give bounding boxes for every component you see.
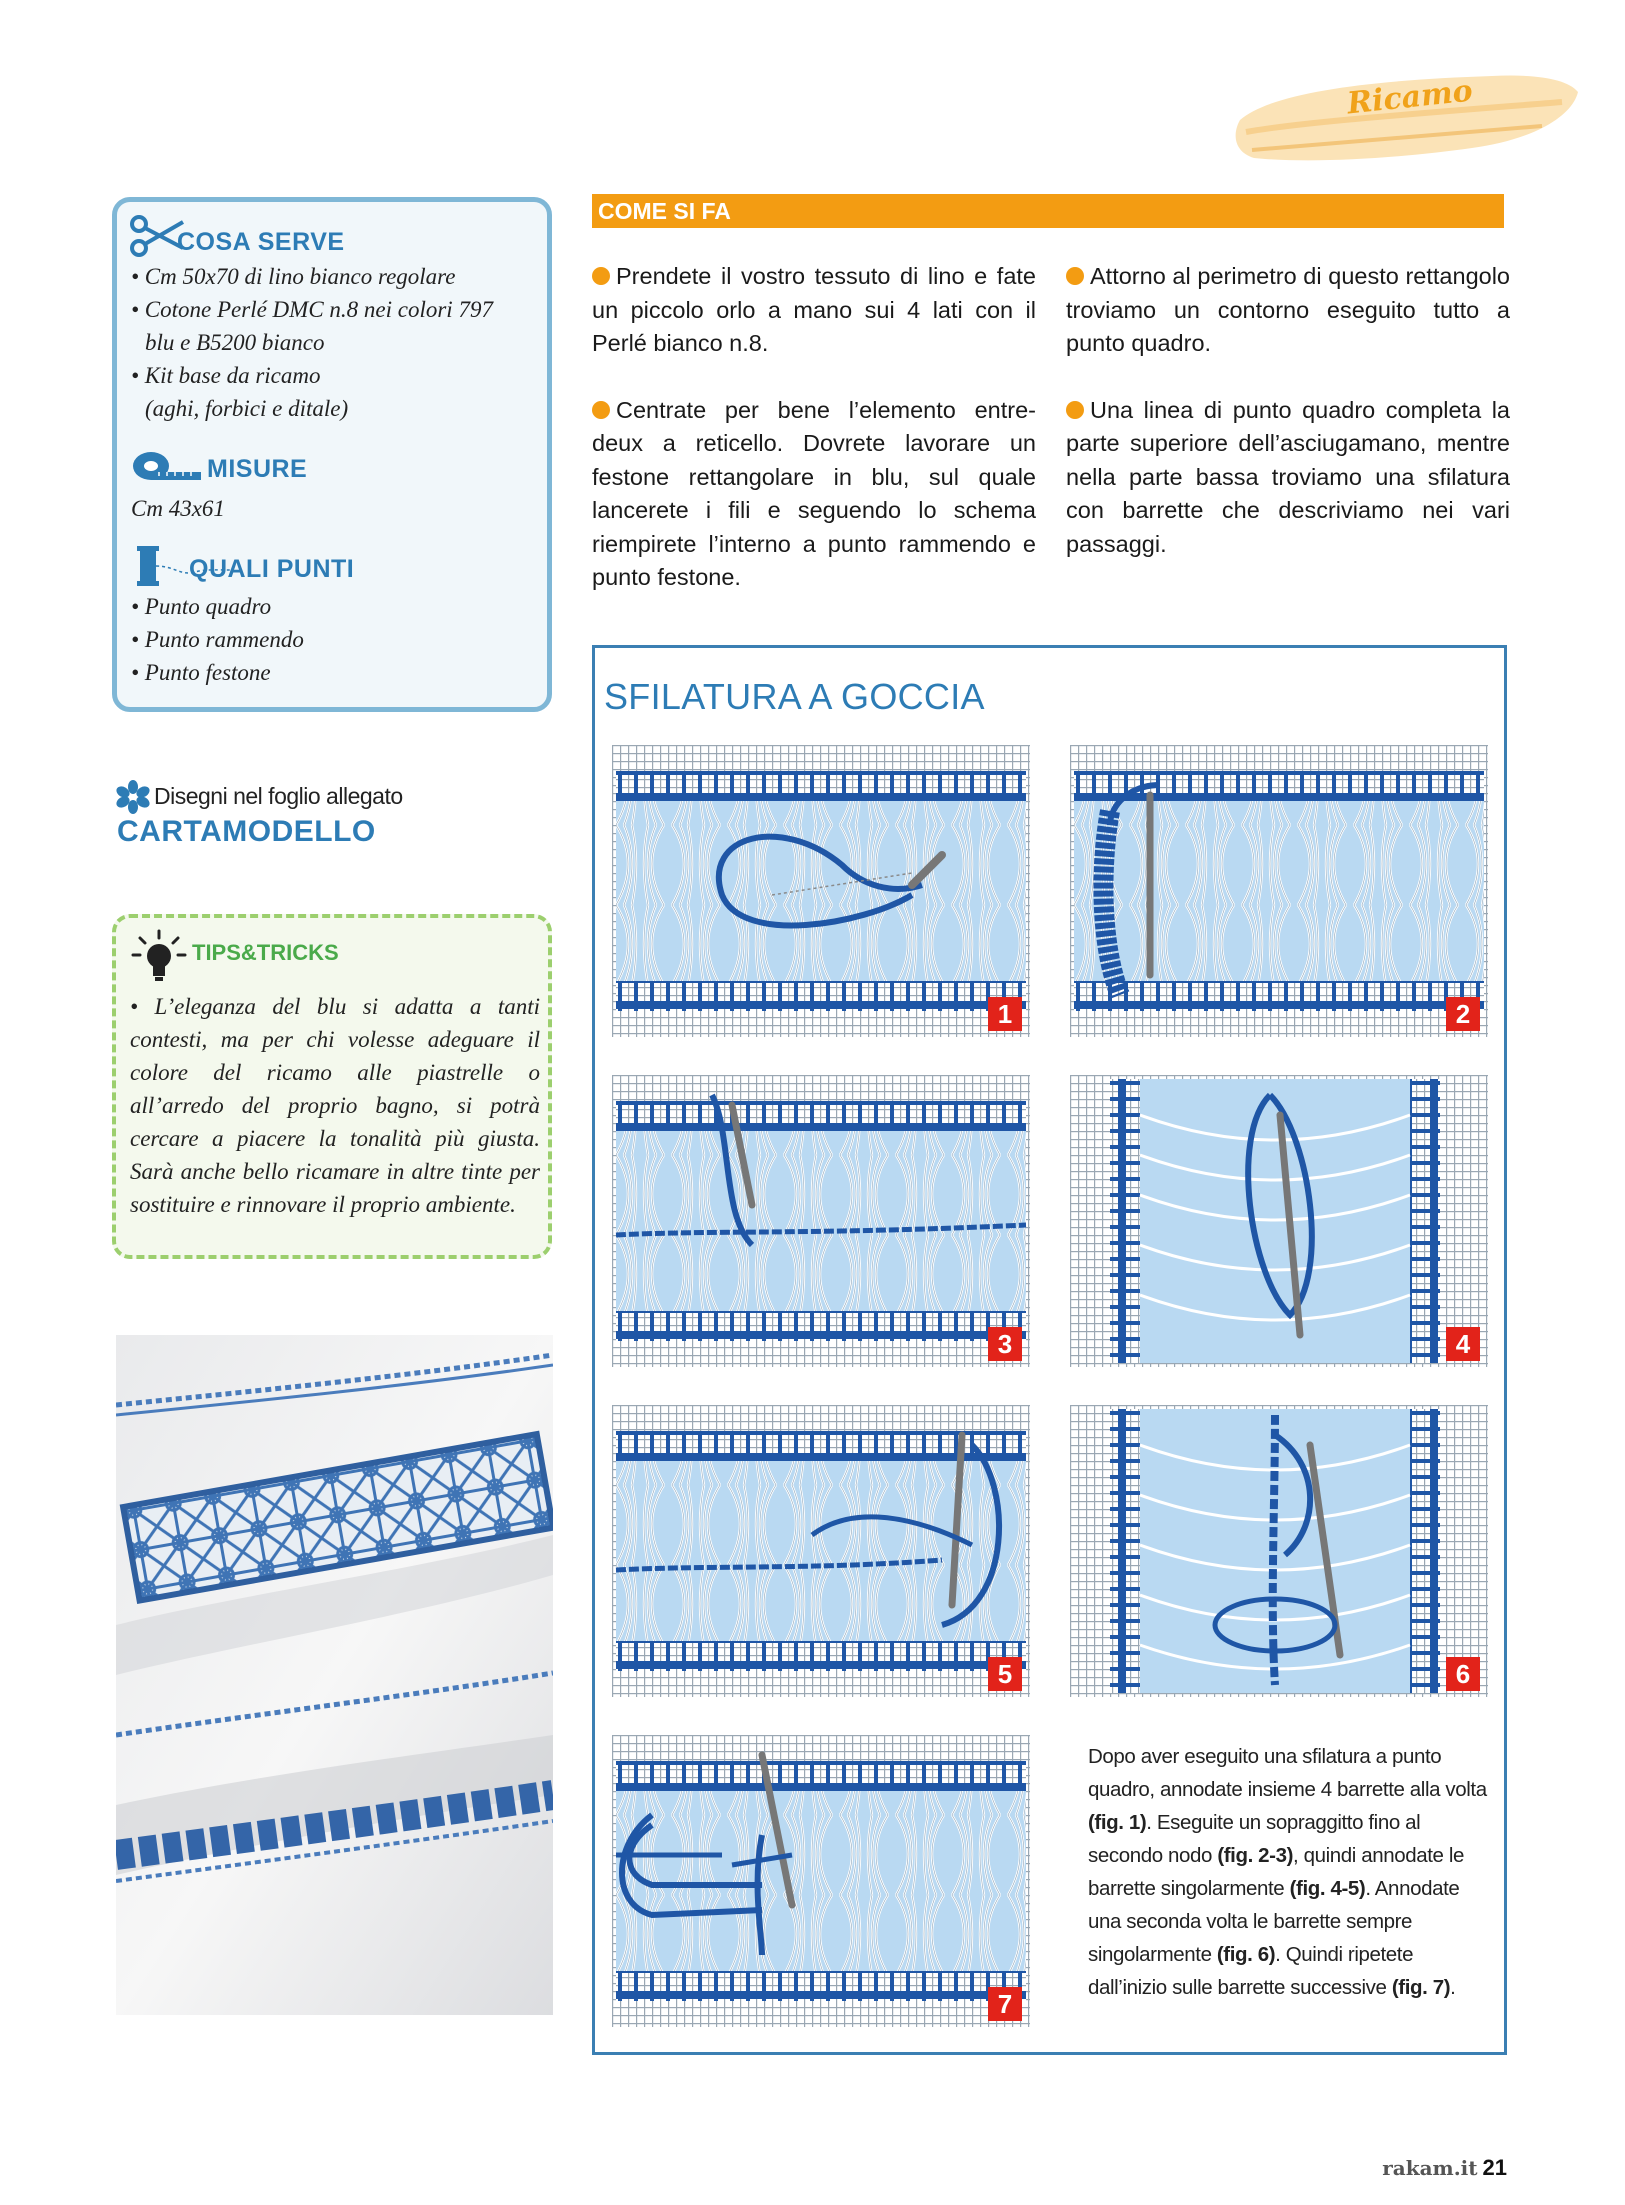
figure-6 [1070, 1405, 1488, 1697]
figure-number-badge: 7 [988, 1987, 1022, 2021]
figure-number-badge: 1 [988, 997, 1022, 1031]
cartamodello-note: Disegni nel foglio allegato [154, 783, 403, 809]
tips-title: TIPS&TRICKS [192, 940, 339, 965]
figure-3 [612, 1075, 1030, 1367]
list-item: (aghi, forbici e ditale) [145, 396, 349, 421]
instruction-paragraph: Centrate per bene l’elemento entre-deux a reticello. Dovrete lavorare un festone rettangolare in blu, sul quale lancerete i fili e seguendo lo schema riempirete l’interno a punto rammendo e punto festone. [592, 396, 1036, 590]
bullet-dot-icon [1066, 267, 1084, 285]
figure-number-badge: 4 [1446, 1327, 1480, 1361]
section-tab [1232, 62, 1582, 170]
sfilatura-title: SFILATURA A GOCCIA [604, 676, 985, 717]
list-item: blu e B5200 bianco [145, 330, 325, 355]
figure-1 [612, 745, 1030, 1037]
list-item: • Punto quadro [131, 594, 272, 619]
instruction-paragraph: Prendete il vostro tessuto di lino e fate un piccolo orlo a mano sui 4 lati con il Perlé bianco n.8. [592, 263, 1036, 356]
towel-photo [116, 1335, 553, 2015]
site-name[interactable]: rakam.it [1382, 2156, 1478, 2180]
list-item: • Cotone Perlé DMC n.8 nei colori 797 [131, 297, 493, 322]
bullet-dot-icon [1066, 401, 1084, 419]
tips-text: • L’eleganza del blu si adatta a tanti contesti, ma per chi volesse adeguare il colore del ricamo alle piastrelle o all’arredo del proprio bagno, si potrà cercare a piacere la tonalità più giusta. Sarà anche bello ricamare in altre tinte per sostituire e rinnovare il proprio ambiente. [130, 994, 540, 1217]
section-tab-label: Ricamo [1345, 73, 1475, 122]
sfilatura-caption: Dopo aver eseguito una sfilatura a punto quadro, annodate insieme 4 barrette alla volta (fig. 1). Eseguite un sopraggitto fino al secondo nodo (fig. 2-3), quindi annodate le barrette singolarmente (fig. 4-5). Annodate una seconda volta le barrette sempre singolarmente (fig. 6). Quindi ripetete dall’inizio sulle barrette successive (fig. 7). [1088, 1745, 1487, 1999]
figure-2 [1070, 745, 1488, 1037]
page-number: 21 [1482, 2155, 1507, 2180]
cosa-serve-box [112, 197, 552, 712]
figure-7 [612, 1735, 1030, 2027]
figure-5 [612, 1405, 1030, 1697]
instructions-column-right [1066, 260, 1510, 594]
figure-number-badge: 2 [1446, 997, 1480, 1031]
list-item: • Cm 50x70 di lino bianco regolare [131, 264, 456, 289]
figure-4 [1070, 1075, 1488, 1367]
bullet-dot-icon [592, 267, 610, 285]
brush-stroke-icon [1232, 62, 1582, 170]
instructions-column-left [592, 260, 1036, 628]
figure-number-badge: 5 [988, 1657, 1022, 1691]
bullet-dot-icon [592, 401, 610, 419]
list-item: • Punto festone [131, 660, 271, 685]
materials-list [131, 260, 493, 425]
stitches-list [131, 590, 304, 689]
lightbulb-icon [130, 928, 188, 986]
tips-box [112, 914, 552, 1259]
instruction-paragraph: Una linea di punto quadro completa la parte superiore dell’asciugamano, mentre nella parte bassa troviamo una sfilatura con barrette che descriviamo nei vari passaggi. [1066, 396, 1510, 557]
asterisk-icon [116, 780, 150, 814]
page-footer [1382, 2155, 1507, 2181]
come-si-fa-header [592, 194, 1504, 228]
cartamodello-title: CARTAMODELLO [117, 815, 376, 848]
list-item: • Kit base da ricamo [131, 363, 321, 388]
figure-number-badge: 3 [988, 1327, 1022, 1361]
quali-punti-title: QUALI PUNTI [189, 555, 355, 583]
cosa-serve-title: COSA SERVE [177, 228, 345, 256]
come-si-fa-title: COME SI FA [598, 198, 731, 224]
instruction-paragraph: Attorno al perimetro di questo rettangolo troviamo un contorno eseguito tutto a punto quadro. [1066, 263, 1510, 356]
tape-measure-icon [131, 448, 203, 484]
list-item: • Punto rammendo [131, 627, 304, 652]
misure-title: MISURE [207, 455, 308, 483]
figure-number-badge: 6 [1446, 1657, 1480, 1691]
misure-value: Cm 43x61 [131, 496, 225, 521]
